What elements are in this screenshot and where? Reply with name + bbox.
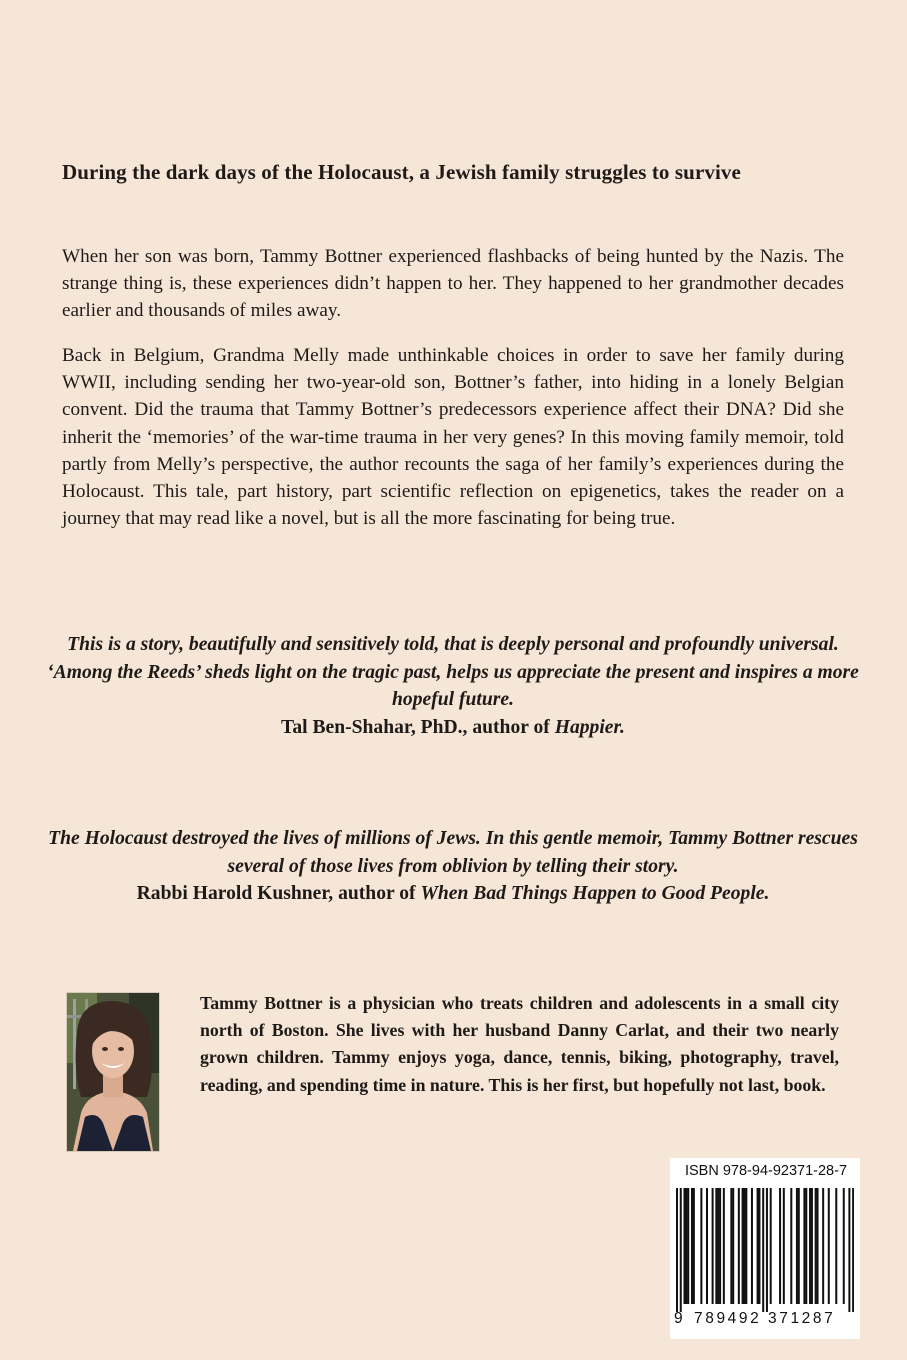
quote-text: This is a story, beautifully and sensitively told, that is deeply personal and profoundly universal. ‘Among the Reeds’ sheds light on the tragic past, helps us appreciate the present and inspires a more hopeful future. <box>47 634 859 711</box>
blurb-paragraph-1: When her son was born, Tammy Bottner experienced flashbacks of being hunted by the Nazis. The strange thing is, these experiences didn’t happen to her. They happened to her grandmother decades earlier and thousands of miles away. <box>62 246 844 322</box>
quote-attribution <box>40 880 866 908</box>
author-portrait-illustration <box>67 993 159 1151</box>
barcode-bar <box>715 1188 717 1304</box>
barcode-bar <box>843 1188 845 1304</box>
barcode-bars <box>676 1188 854 1312</box>
barcode-bar <box>811 1188 813 1304</box>
barcode-bar <box>835 1188 837 1304</box>
barcode-bar <box>790 1188 792 1304</box>
endorsement-quote-2 <box>40 825 866 908</box>
barcode-digits <box>670 1310 860 1336</box>
barcode-bar <box>732 1188 734 1304</box>
author-bio: Tammy Bottner is a physician who treats children and adolescents in a small city north of Boston. She lives with her husband Danny Carlat, and their two nearly grown children. Tammy enjoys yoga, dance, tennis, biking, photography, travel, reading, and spending time in nature. This is her first, but hopefully not last, book. <box>200 993 839 1095</box>
barcode-bar <box>805 1188 807 1304</box>
barcode-bar <box>723 1188 725 1304</box>
barcode-bar <box>852 1188 854 1312</box>
quote-attribution-name: Rabbi Harold Kushner, author of <box>136 883 421 905</box>
barcode-bar <box>762 1188 764 1312</box>
barcode-bar <box>809 1188 811 1304</box>
author-photo <box>66 992 160 1152</box>
quote-book-title: Happier. <box>554 716 625 738</box>
headline: During the dark days of the Holocaust, a Jewish family struggles to survive <box>62 160 741 184</box>
endorsement-quote-1 <box>40 631 866 741</box>
barcode-bar <box>803 1188 805 1304</box>
barcode-bar <box>766 1188 768 1312</box>
barcode-bar <box>798 1188 800 1304</box>
barcode-bar <box>691 1188 693 1304</box>
barcode-bar <box>770 1188 772 1304</box>
barcode-bar <box>815 1188 817 1304</box>
barcode-bar <box>822 1188 824 1304</box>
blurb-paragraph-2: Back in Belgium, Grandma Melly made unthinkable choices in order to save her family during WWII, including sending her two-year-old son, Bottner’s father, into hiding in a lonely Belgian convent. Did the trauma that Tammy Bottner’s predecessors experience affect their DNA? Did she inherit the ‘memories’ of the war-time trauma in her very genes? In this moving family memoir, told partly from Melly’s perspective, the author recounts the saga of her family’s experiences during the Holocaust. This tale, part history, part scientific reflection on epigenetics, takes the reader on a journey that may read like a novel, but is all the more fascinating for being true. <box>62 345 844 530</box>
barcode-bar <box>848 1188 850 1312</box>
isbn-barcode <box>670 1158 860 1339</box>
barcode-bar <box>706 1188 708 1304</box>
barcode-bar <box>683 1188 685 1304</box>
barcode-bar <box>783 1188 785 1304</box>
barcode-bar <box>743 1188 745 1304</box>
barcode-bar <box>742 1188 744 1304</box>
isbn-label: ISBN 978-94-92371-28-7 <box>684 1163 848 1179</box>
barcode-bar <box>719 1188 721 1304</box>
barcode-bar <box>751 1188 753 1304</box>
barcode-bar <box>738 1188 740 1304</box>
barcode-bar <box>685 1188 687 1304</box>
barcode-bar <box>712 1188 714 1304</box>
quote-text: The Holocaust destroyed the lives of millions of Jews. In this gentle memoir, Tammy Bottner rescues several of those lives from oblivion by telling their story. <box>48 828 858 877</box>
barcode-bar <box>758 1188 760 1304</box>
barcode-bar <box>779 1188 781 1304</box>
barcode-digits-right: 371287 <box>768 1310 836 1327</box>
quote-attribution-name: Tal Ben-Shahar, PhD., author of <box>281 716 555 738</box>
barcode-bar <box>693 1188 695 1304</box>
barcode-bar <box>676 1188 678 1312</box>
barcode-bar <box>757 1188 759 1304</box>
quote-attribution <box>40 714 866 742</box>
barcode-bar <box>796 1188 798 1304</box>
barcode-bar <box>730 1188 732 1304</box>
barcode-bar <box>700 1188 702 1304</box>
barcode-bar <box>817 1188 819 1304</box>
barcode-bar <box>680 1188 682 1312</box>
barcode-digit-first: 9 <box>674 1310 683 1327</box>
quote-book-title: When Bad Things Happen to Good People. <box>420 883 770 905</box>
barcode-bar <box>717 1188 719 1304</box>
barcode-bar <box>828 1188 830 1304</box>
barcode-bar <box>687 1188 689 1304</box>
barcode-bar <box>745 1188 747 1304</box>
barcode-digits-left: 789492 <box>694 1310 762 1327</box>
